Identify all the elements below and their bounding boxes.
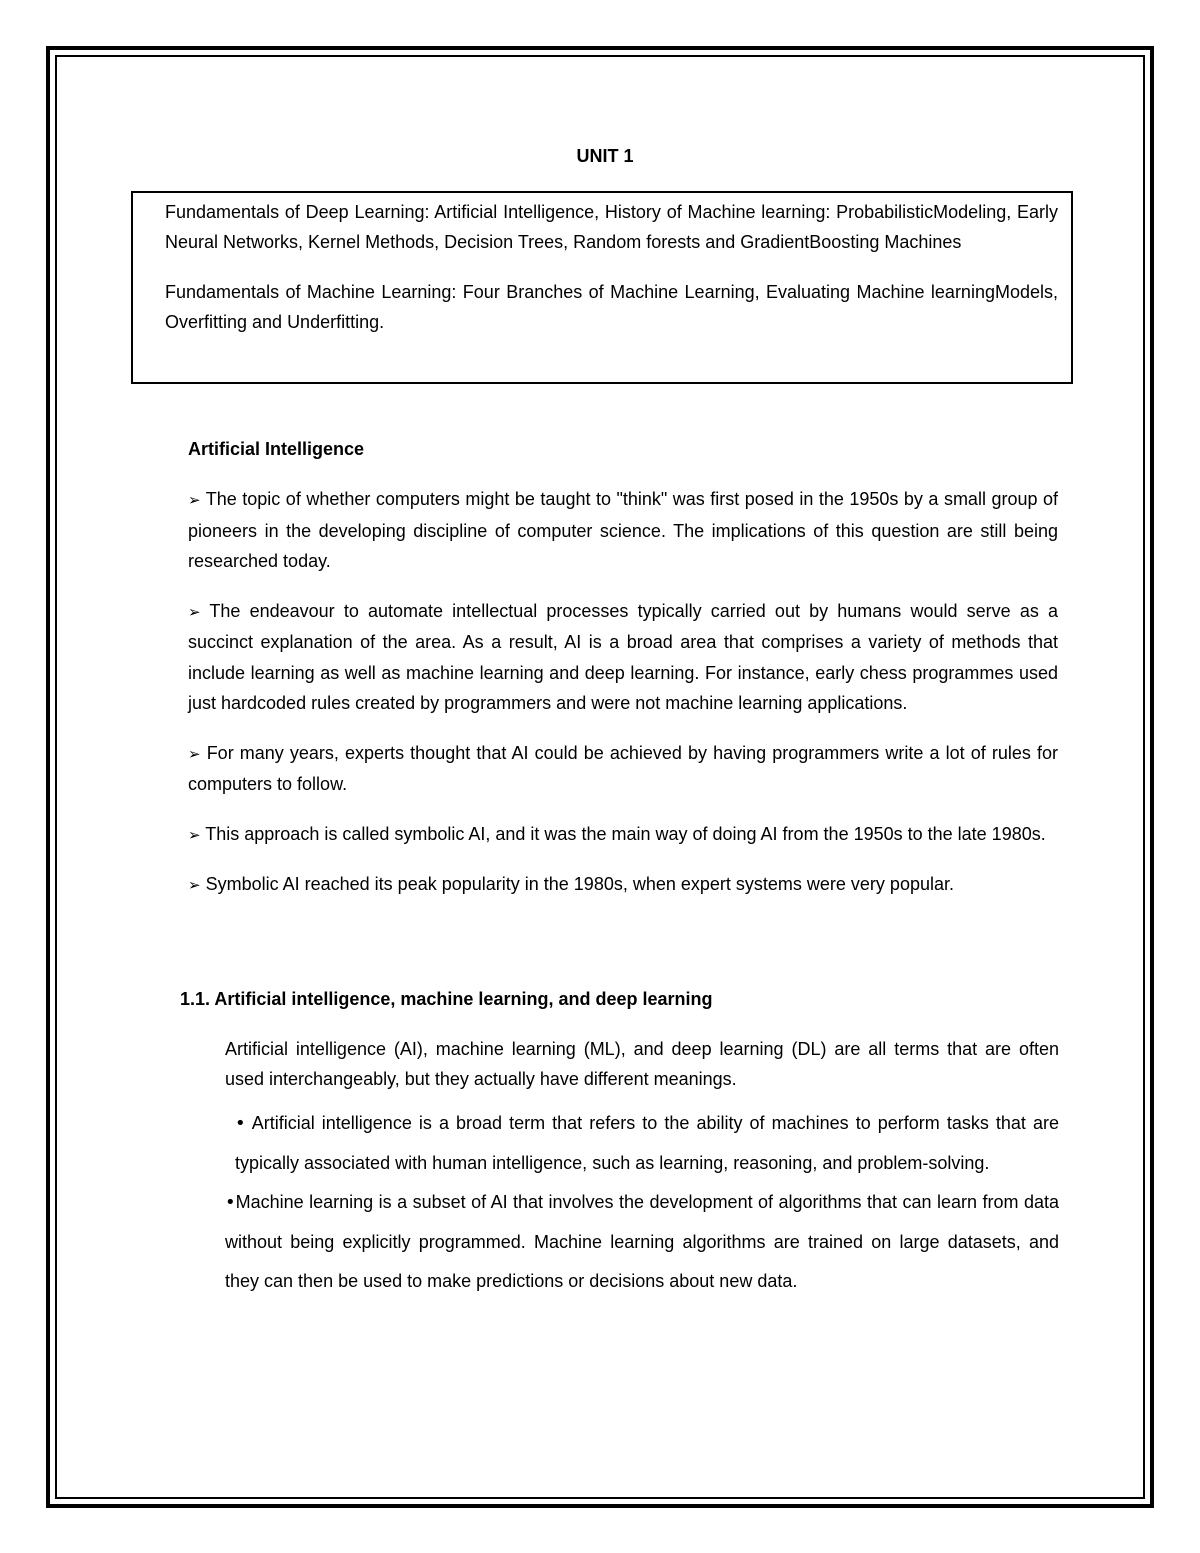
syllabus-box: [131, 191, 1073, 384]
definition-bullet: [225, 1104, 1059, 1183]
arrow-bullet-icon: ➢: [188, 876, 201, 894]
ai-section: [188, 434, 1058, 901]
bullet-dot-icon: •: [225, 1192, 236, 1213]
definition-bullet-text: Machine learning is a subset of AI that involves the development of algorithms that can learn from data without being explicitly programmed. Machine learning algorithms are trained on large datasets, and they can then be used to make predictions or decisions about new data.: [225, 1192, 1059, 1291]
ai-point-text: This approach is called symbolic AI, and it was the main way of doing AI from the 1950s to the late 1980s.: [205, 823, 1046, 844]
ai-point: [188, 819, 1058, 851]
ai-point: [188, 484, 1058, 577]
definition-bullet: [225, 1183, 1059, 1302]
ai-point: [188, 596, 1058, 719]
ai-point-text: For many years, experts thought that AI could be achieved by having programmers write a lot of rules for computers to follow.: [188, 742, 1058, 794]
arrow-bullet-icon: ➢: [188, 491, 201, 509]
ai-heading: Artificial Intelligence: [188, 439, 365, 459]
section-1-1-body: [225, 1034, 1059, 1302]
arrow-bullet-icon: ➢: [188, 744, 201, 763]
arrow-bullet-icon: ➢: [188, 602, 201, 621]
section-1-1-intro: Artificial intelligence (AI), machine learning (ML), and deep learning (DL) are all terms that are often used interchangeably, but they actually have different meanings.: [225, 1039, 1059, 1089]
ai-point-text: The endeavour to automate intellectual processes typically carried out by humans would serve as a succinct explanation of the area. As a result, AI is a broad area that comprises a variety of methods that include learning as well as machine learning and deep learning. For instance, early chess programmes used just hardcoded rules created by programmers and were not machine learning applications.: [188, 600, 1058, 713]
ai-point: [188, 738, 1058, 800]
syllabus-paragraph-1: Fundamentals of Deep Learning: Artificial Intelligence, History of Machine learning: ProbabilisticModeling, Early Neural Networks, Kernel Methods, Decision Trees, Random forests and GradientBoosting Machines: [165, 202, 1058, 252]
ai-point-text: Symbolic AI reached its peak popularity in the 1980s, when expert systems were very popular.: [205, 874, 954, 894]
arrow-bullet-icon: ➢: [188, 825, 201, 844]
syllabus-paragraph-2: Fundamentals of Machine Learning: Four Branches of Machine Learning, Evaluating Machine learningModels, Overfitting and Underfitting.: [165, 282, 1058, 332]
definition-bullet-text: Artificial intelligence is a broad term that refers to the ability of machines to perform tasks that are typically associated with human intelligence, such as learning, reasoning, and problem-solving.: [235, 1113, 1059, 1173]
section-1-1-heading: 1.1. Artificial intelligence, machine learning, and deep learning: [180, 989, 713, 1009]
bullet-dot-icon: •: [235, 1113, 246, 1134]
ai-point: [188, 869, 1058, 901]
unit-title: UNIT 1: [576, 146, 634, 166]
ai-point-text: The topic of whether computers might be taught to "think" was first posed in the 1950s by a small group of pioneers in the developing discipline of computer science. The implications of this question are still being researched today.: [188, 489, 1058, 571]
